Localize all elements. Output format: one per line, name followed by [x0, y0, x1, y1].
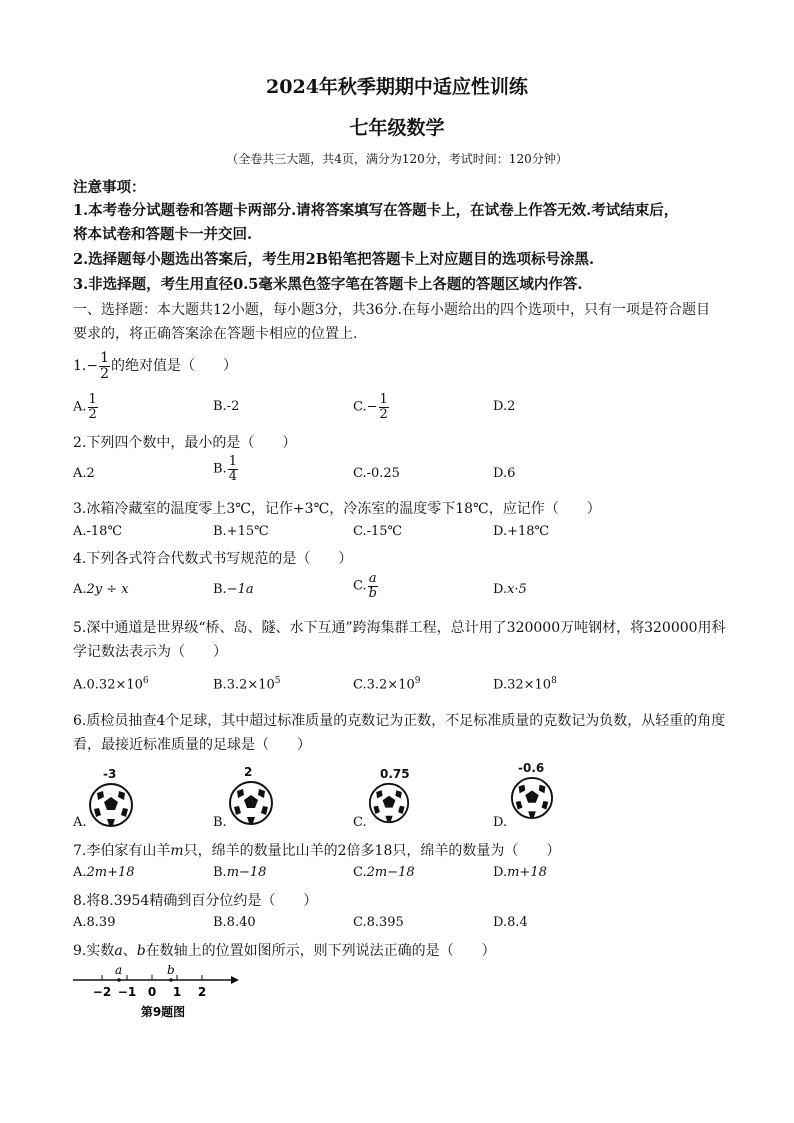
- section-intro-b: 要求的，将正确答案涂在答题卡相应的位置上.: [73, 326, 358, 342]
- exam-info: （全卷共三大题，共4页，满分为120分，考试时间：120分钟）: [226, 152, 568, 166]
- notice-heading: 注意事项：: [73, 179, 146, 196]
- q4-option-c: C. $\frac{a}{b}$: [353, 571, 377, 601]
- figure-caption: 第9题图: [140, 1005, 186, 1019]
- question-5-stem-b: 学记数法表示为（ ）: [73, 644, 227, 660]
- q5-option-d: $D.32\times 10^8$: [493, 676, 557, 693]
- question-6-stem-a: 6.质检员抽查4个足球，其中超过标准质量的克数记为正数，不足标准质量的克数记为负数，从轻重的角度: [73, 713, 726, 729]
- question-3-stem: 3.冰箱冷藏室的温度零上3℃，记作+3℃，冷冻室的温度零下18℃，应记作（ ）: [73, 501, 601, 517]
- q8-option-a: A.8.39: [73, 915, 116, 930]
- q2-option-a: A.2: [73, 466, 95, 481]
- q2-option-c: C.-0.25: [353, 466, 400, 481]
- q8-option-b: B.8.40: [213, 915, 256, 930]
- question-8-stem: 8.将8.3954精确到百分位约是（ ）: [73, 893, 318, 909]
- point-a: [117, 978, 121, 982]
- fraction: $\frac{1}{2}$: [100, 350, 110, 382]
- tick-label: −2: [92, 985, 112, 999]
- question-7-stem: 7.李伯家有山羊m只，绵羊的数量比山羊的2倍多18只，绵羊的数量为（ ）: [73, 843, 561, 859]
- q6-option-d: D.: [493, 815, 508, 830]
- notice-item-1a: 1.本考卷分试题卷和答题卡两部分.请将答案填写在答题卡上，在试卷上作答无效.考试结束后，: [73, 202, 679, 219]
- ball-b-value: 2: [244, 765, 253, 779]
- notice-item-2: 2.选择题每小题选出答案后，考生用2B铅笔把答题卡上对应题目的选项标号涂黑.: [73, 251, 595, 268]
- q5-option-a: $A.0.32\times 10^6$: [73, 676, 149, 693]
- ball-c-value: 0.75: [380, 767, 410, 781]
- q7-option-c: C.2m−18: [353, 865, 415, 880]
- section-intro-a: 一、选择题：本大题共12小题，每小题3分，共36分.在每小题给出的四个选项中，只有一项是符合题目: [73, 302, 710, 318]
- q1-option-b: B.-2: [213, 399, 240, 414]
- soccer-ball-c: [368, 782, 410, 824]
- q6-option-b: B.: [213, 815, 227, 830]
- label-a: a: [115, 963, 123, 977]
- question-5-stem-a: 5.深中通道是世界级“桥、岛、隧、水下互通”跨海集群工程，总计用了320000万吨钢材，将320000用科: [73, 620, 726, 636]
- q3-option-d: D.+18℃: [493, 524, 550, 539]
- q7-option-a: A.2m+18: [73, 865, 135, 880]
- q3-option-b: B.+15℃: [213, 524, 269, 539]
- q1-option-d: D.2: [493, 399, 516, 414]
- arrow-right-icon: [231, 976, 239, 984]
- q6-option-c: C.: [353, 815, 367, 830]
- q1-option-a: A. $\frac{1}{2}$: [73, 392, 97, 422]
- q4-option-b: B.−1a: [213, 582, 254, 597]
- q4-option-d: D.x·5: [493, 582, 527, 597]
- q1-option-c: C.− $\frac{1}{2}$: [353, 392, 388, 422]
- q7-option-b: B.m−18: [213, 865, 267, 880]
- q3-option-a: A.-18℃: [73, 524, 122, 539]
- exam-subject: 七年级数学: [349, 117, 445, 139]
- question-2-stem: 2.下列四个数中，最小的是（ ）: [73, 435, 297, 451]
- notice-item-1b: 将本试卷和答题卡一并交回.: [73, 226, 253, 243]
- question-6-stem-b: 看，最接近标准质量的足球是（ ）: [73, 737, 311, 753]
- exam-title: 2024年秋季期期中适应性训练: [266, 76, 528, 98]
- soccer-ball-d: [510, 776, 554, 820]
- q8-option-c: C.8.395: [353, 915, 404, 930]
- tick-label: −1: [117, 985, 137, 999]
- point-b: [169, 978, 173, 982]
- q2-option-b: B. $\frac{1}{4}$: [213, 454, 237, 484]
- notice-item-3: 3.非选择题，考生用直径0.5毫米黑色签字笔在答题卡上各题的答题区域内作答.: [73, 276, 583, 293]
- q3-option-c: C.-15℃: [353, 524, 403, 539]
- soccer-ball-b: [228, 780, 274, 826]
- ball-d-value: -0.6: [518, 761, 545, 775]
- q2-option-d: D.6: [493, 466, 516, 481]
- question-9-stem: 9.实数a、b在数轴上的位置如图所示，则下列说法正确的是（ ）: [73, 943, 496, 959]
- tick-label: 0: [147, 985, 157, 999]
- question-4-stem: 4.下列各式符合代数式书写规范的是（ ）: [73, 551, 353, 567]
- label-b: b: [167, 963, 175, 977]
- soccer-ball-a: [88, 782, 134, 828]
- q7-option-d: D.m+18: [493, 865, 547, 880]
- ball-a-value: -3: [103, 767, 117, 781]
- q5-option-b: $B.3.2\times 10^5$: [213, 676, 281, 693]
- q5-option-c: $C.3.2\times 10^9$: [353, 676, 421, 693]
- q4-option-a: A.2y ÷ x: [73, 582, 129, 597]
- question-1-stem: 1.− $\frac{1}{2}$ 的绝对值是（ ）: [73, 350, 238, 382]
- tick-label: 1: [172, 985, 182, 999]
- q6-option-a: A.: [73, 815, 87, 830]
- q8-option-d: D.8.4: [493, 915, 528, 930]
- number-line-figure: [73, 962, 243, 1022]
- tick-label: 2: [197, 985, 207, 999]
